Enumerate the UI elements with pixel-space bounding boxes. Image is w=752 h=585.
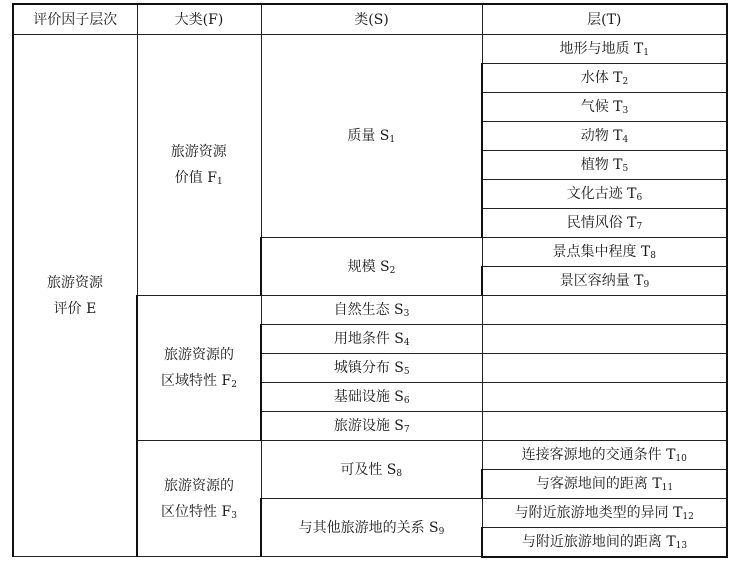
cell-t1: 地形与地质 $T_1$ — [482, 35, 727, 64]
e-line2: 评价 E — [53, 300, 97, 317]
f1-sub: 1 — [216, 177, 223, 187]
cell-location-characteristics — [137, 441, 261, 557]
cell-accessibility: 可及性 $S_8$ — [261, 441, 482, 499]
f1-line1: 旅游资源 — [170, 144, 227, 160]
cell-t2: 水体 $T_2$ — [482, 64, 727, 93]
cell-t6: 文化古迹 $T_6$ — [482, 180, 727, 209]
cell-tourism-resource-evaluation — [13, 35, 137, 557]
f3-line2: 区位特性 F — [161, 503, 232, 520]
cell-t4: 动物 $T_4$ — [482, 122, 727, 151]
table-row — [13, 35, 727, 64]
cell-t7: 民情风俗 $T_7$ — [482, 209, 727, 238]
cell-empty — [482, 354, 727, 383]
header-factor-level: 评价因子层次 — [13, 4, 137, 35]
e-line1: 旅游资源 — [47, 274, 103, 291]
cell-empty — [482, 383, 727, 412]
cell-t10: 连接客源地的交通条件 $T_{10}$ — [482, 441, 727, 470]
cell-empty — [482, 412, 727, 441]
f1-line2: 价值 F — [174, 170, 217, 186]
cell-t3: 气候 $T_3$ — [482, 93, 727, 122]
cell-empty — [482, 296, 727, 325]
header-layer: 层(T) — [482, 4, 727, 35]
cell-t13: 与附近旅游地间的距离 $T_{13}$ — [482, 528, 727, 557]
cell-land-use: 用地条件 $S_4$ — [261, 325, 482, 354]
header-row — [13, 4, 727, 35]
f2-sub: 2 — [231, 380, 237, 390]
evaluation-factor-table — [12, 3, 728, 558]
cell-regional-characteristics — [137, 296, 261, 441]
cell-t8: 景点集中程度 $T_8$ — [482, 238, 727, 267]
header-class: 类(S) — [261, 4, 482, 35]
cell-t9: 景区容纳量 $T_9$ — [482, 267, 727, 296]
cell-quality: 质量 $S_1$ — [261, 35, 482, 238]
cell-scale: 规模 $S_2$ — [261, 238, 482, 296]
header-major-class: 大类(F) — [137, 4, 261, 35]
cell-empty — [482, 325, 727, 354]
cell-tourism-facilities: 旅游设施 $S_7$ — [261, 412, 482, 441]
cell-tourism-resource-value — [137, 35, 261, 296]
cell-t5: 植物 $T_5$ — [482, 151, 727, 180]
cell-natural-ecology: 自然生态 $S_3$ — [261, 296, 482, 325]
f3-sub: 3 — [231, 510, 237, 521]
cell-t11: 与客源地间的距离 $T_{11}$ — [482, 470, 727, 499]
f2-line1: 旅游资源的 — [164, 347, 234, 363]
cell-town-distribution: 城镇分布 $S_5$ — [261, 354, 482, 383]
f2-line2: 区域特性 F — [161, 373, 232, 389]
cell-t12: 与附近旅游地类型的异同 $T_{12}$ — [482, 499, 727, 528]
cell-relation-other-destinations: 与其他旅游地的关系 $S_9$ — [261, 499, 482, 557]
cell-infrastructure: 基础设施 $S_6$ — [261, 383, 482, 412]
f3-line1: 旅游资源的 — [164, 477, 234, 494]
